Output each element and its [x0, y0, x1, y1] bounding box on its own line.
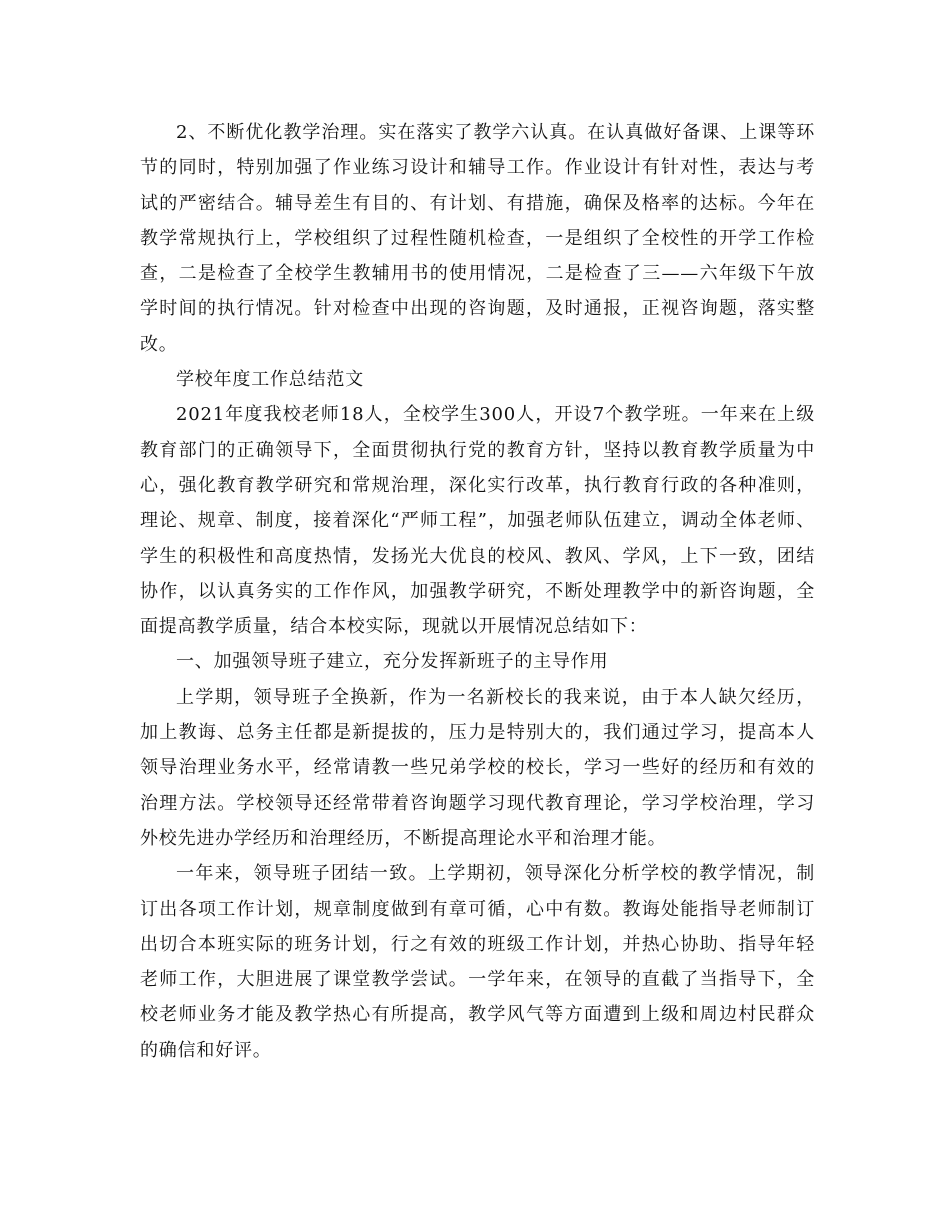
paragraph-annual-overview: 2021年度我校老师18人，全校学生300人，开设7个教学班。一年来在上级教育部门的正确领导下，全面贯彻执行党的教育方针，坚持以教育教学质量为中心，强化教育教学研究和常规治理，深化实行改革，执行教育行政的各种准则，理论、规章、制度，接着深化“严师工程”，加强老师队伍建立，调动全体老师、学生的积极性和高度热情，发扬光大优良的校风、教风、学风，上下一致，团结协作，以认真务实的工作作风，加强教学研究，不断处理教学中的新咨询题，全面提高教学质量，结合本校实际，现就以开展情况总结如下：	[140, 404, 815, 638]
paragraph-first-semester: 上学期，领导班子全换新，作为一名新校长的我来说，由于本人缺欠经历，加上教诲、总务主任都是新提拔的，压力是特别大的，我们通过学习，提高本人领导治理业务水平，经常请教一些兄弟学校的校长，学习一些好的经历和有效的治理方法。学校领导还经常带着咨询题学习现代教育理论，学习学校治理，学习外校先进办学经历和治理经历，不断提高理论水平和治理才能。	[140, 686, 815, 849]
paragraph-year-summary: 一年来，领导班子团结一致。上学期初，领导深化分析学校的教学情况，制订出各项工作计划，规章制度做到有章可循，心中有数。教诲处能指导老师制订出切合本班实际的班务计划，行之有效的班级工作计划，并热心协助、指导年轻老师工作，大胆进展了课堂教学尝试。一学年来，在领导的直截了当指导下，全校老师业务才能及教学热心有所提高，教学风气等方面遭到上级和周边村民群众的确信和好评。	[140, 863, 815, 1061]
section-heading-leadership: 一、加强领导班子建立，充分发挥新班子的主导作用	[176, 651, 609, 673]
section-title: 学校年度工作总结范文	[176, 369, 364, 391]
paragraph-teaching-management: 2、不断优化教学治理。实在落实了教学六认真。在认真做好备课、上课等环节的同时，特别加强了作业练习设计和辅导工作。作业设计有针对性，表达与考试的严密结合。辅导差生有目的、有计划、有措施，确保及格率的达标。今年在教学常规执行上，学校组织了过程性随机检查，一是组织了全校性的开学工作检查，二是检查了全校学生教辅用书的使用情况，二是检查了三——六年级下午放学时间的执行情况。针对检查中出现的咨询题，及时通报，正视咨询题，落实整改。	[140, 122, 815, 355]
